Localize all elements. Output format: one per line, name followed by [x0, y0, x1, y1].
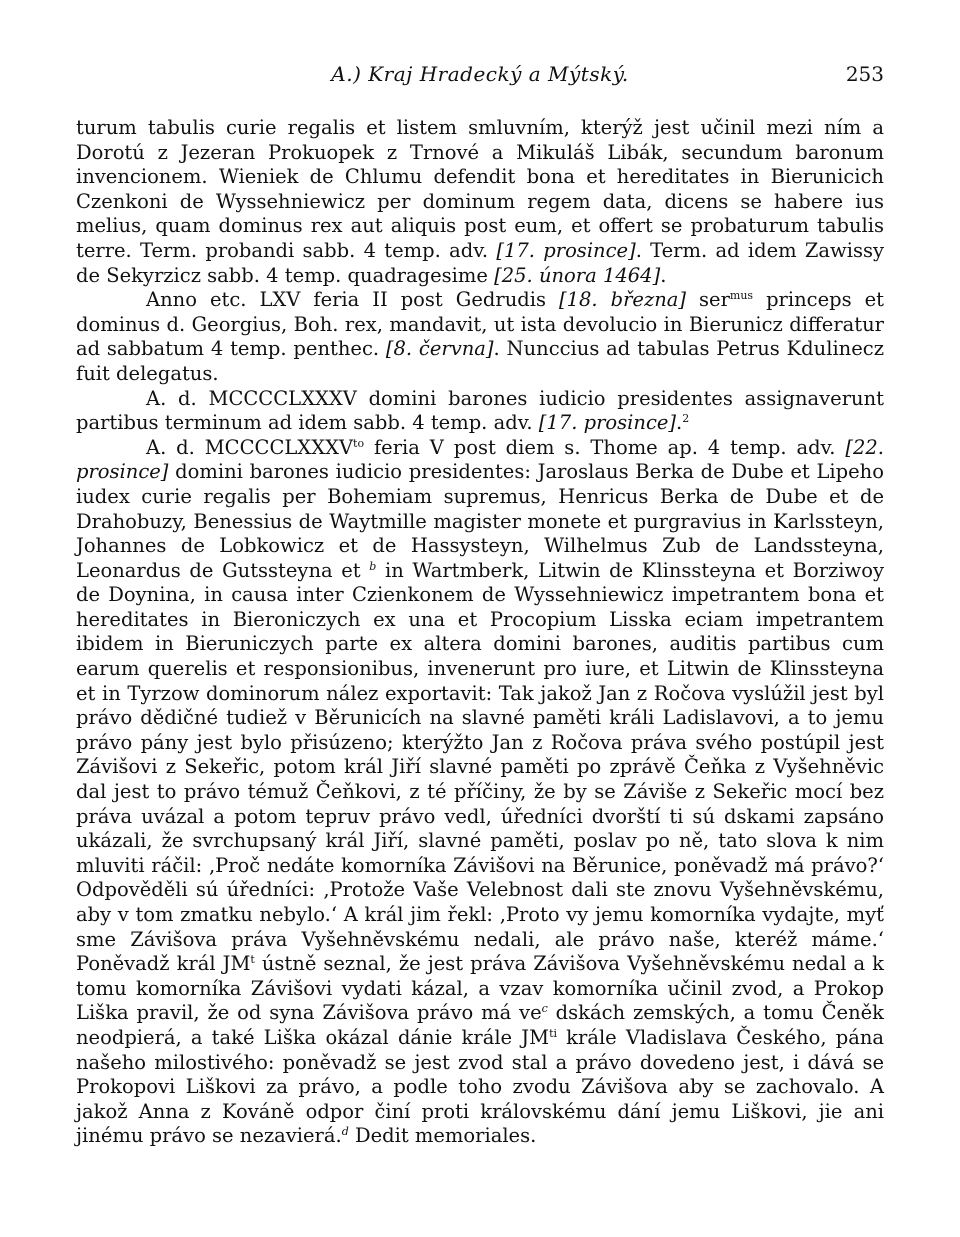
text-run: . Nunccius ad tabulas Petrus Kdulinecz fuit delegatus. [76, 337, 884, 385]
paragraph [76, 387, 884, 436]
footnote-marker: c [541, 1002, 548, 1016]
italic-date: [22. prosince] [76, 435, 884, 484]
text-run: . Term. ad idem Zawissy de Sekyrzicz sabb. 4 temp. quadragesime [76, 238, 884, 287]
superscript: ti [549, 1026, 558, 1040]
text-run: Dedit memoriales. [348, 1124, 537, 1148]
superscript: t [250, 953, 255, 967]
page-header [76, 62, 884, 92]
paragraph [76, 436, 884, 1149]
paragraph [76, 116, 884, 288]
footnote-marker: d [341, 1125, 349, 1139]
running-title: A.) Kraj Hradecký a Mýtský. [331, 62, 629, 86]
italic-date: [8. června] [385, 337, 494, 361]
text-run: domini barones iudicio presidentes: Jaroslaus Berka de Dube et Lipeho iudex curie regalis per Bohemiam supremus, Henricus Berka de Dube et de Drahobuzy, Benessius de Waytmille magister monete et purgravius in Karlssteyn, Johannes de Lobkowicz et de Hassysteyn, Wilhelmus Zub de Landssteyna, Leonardus de Gutssteyna et [76, 460, 884, 582]
text-run: Anno etc. LXV feria II post Gedrudis [146, 288, 559, 312]
italic-date: [18. března] [558, 288, 687, 312]
text-run: A. d. MCCCCLXXXV domini barones iudicio presidentes assignaverunt partibus terminum ad idem sabb. 4 temp. adv. [76, 386, 884, 435]
footnote-marker: b [369, 559, 377, 573]
text-run: . [676, 411, 683, 435]
text-run: ser [686, 288, 730, 312]
text-run: dskách zemských, a tomu Čeněk neodpierá, a také Liška okázal dánie krále JM [76, 1001, 884, 1049]
superscript: mus [729, 289, 754, 303]
text-run: turum tabulis curie regalis et listem smluvním, kterýž jest učinil mezi ním a Dorotú z Jezeran Prokuopek z Trnové a Mikuláš Libák, secundum baronum invencionem. Wieniek de Chlumu defendit bona et hereditates in Bierunicich Czenkoni de Wyssehniewicz per dominum regem data, dicens se habere ius melius, quam dominus rex aut aliquis post eum, et offert se probaturum tabulis terre. Term. probandi sabb. 4 temp. adv. [76, 116, 884, 262]
paragraph [76, 288, 884, 386]
italic-date: [17. prosince] [538, 411, 677, 435]
text-run: krále Vladislava Českého, pána našeho milostivého: poněvadž se jest zvod stal a právo dovedeno jest, i dává se Prokopovi Liškovi za právo, a podle toho zvodu Závišova aby se zachovalo. A jakož Anna z Kováně odpor činí proti královskému dání jemu Liškovi, jie ani jinému právo se nezavierá. [76, 1025, 885, 1148]
page-number: 253 [845, 62, 884, 86]
document-body [76, 116, 884, 1149]
text-run: A. d. MCCCCLXXXV [146, 435, 354, 459]
superscript: 2 [682, 412, 690, 426]
text-run: in Wartmberk, Litwin de Klinssteyna et Borziwoy de Doynina, in causa inter Czienkonem de Wyssehniewicz impetrantem bona et hereditates in Bieroniczych ex una et Procopium Lisska eciam impetrantem ibidem in Bieruniczych parte ex altera domini barones, auditis partibus cum earum querelis et responsionibus, invenerunt pro iure, et Litwin de Klinssteyna et in Tyrzow dominorum nález exportavit: Tak jakož Jan z Ročova vyslúžil jest byl právo dědičné tudiež v Běrunicích na slavné paměti králi Ladislavovi, a to jemu právo pány jest bylo přisúzeno; kterýžto Jan z Ročova práva svého postúpil jest Závišovi z Sekeřic, potom král Jiří slavné paměti po zprávě Čeňka z Vyšehněvic dal jest to právo témuž Čeňkovi, z té příčiny, že by se Záviše z Sekeřic mocí bez práva uvázal a potom tepruv právo vedl, úředníci dvorští ti sú dskami zapsáno ukázali, že svrchupsaný král Jiří, slavné paměti, poslav po ně, tato slova k nim mluviti ráčil: ‚Proč nedáte komorníka Závišovi na Běrunice, poněvadž má právo?‘ Odpověděli sú úředníci: ‚Protože Vaše Velebnost dali ste znovu Vyšehněvskému, aby v tom zmatku nebylo.‘ A král jim řekl: ‚Proto vy jemu komorníka vydajte, myť sme Závišova práva Vyšehněvskému nedali, ale právo naše, kteréž máme.‘ Poněvadž král JM [76, 558, 884, 976]
text-run: princeps et dominus d. Georgius, Boh. rex, mandavit, ut ista devolucio in Bierunicz differatur ad sabbatum 4 temp. penthec. [76, 288, 884, 361]
text-run: ústně seznal, že jest práva Závišova Vyšehněvskému nedal a k tomu komorníka Závišovi vydati kázal, a vzav komorníka učinil zvod, a Prokop Liška pravil, že od syna Závišova právo má ve [76, 952, 884, 1025]
text-run: . [660, 263, 667, 287]
superscript: to [353, 436, 365, 450]
text-run: feria V post diem s. Thome ap. 4 temp. adv. [364, 435, 846, 459]
italic-date: [17. prosince] [496, 238, 636, 262]
italic-date: [25. února 1464] [494, 263, 661, 287]
